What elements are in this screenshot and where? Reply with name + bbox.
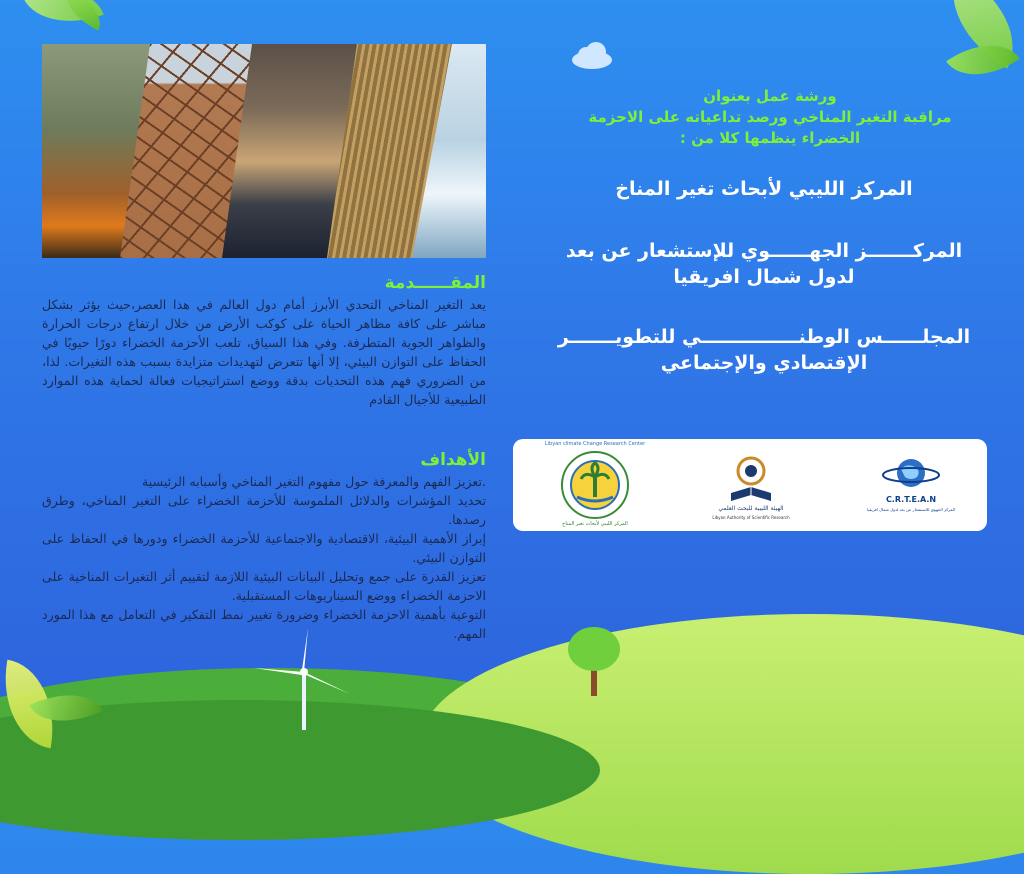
intro-title: المقــــــدمة [384,273,486,293]
climate-photo-collage [42,44,486,258]
tree-canopy-icon [568,627,620,671]
logo3-name: C.R.T.E.A.N [885,495,937,504]
goals-title: الأهداف [420,450,486,470]
intro-text: يعد التغير المناخي التحدي الأبرز أمام دول العالم في هذا العصر،حيث يؤثر بشكل مباشر على كافة مظاهر الحياة على كوكب الأرض من خلال ارتفاع درجات الحرارة والظواهر الجوية المتطرفة. وفي هذا السياق، تلعب الأحزمة الخضراء دورًا حيويًا في الحفاظ على التوازن البيئي، إلا أنها تتعرض لتهديدات متزايدة بسبب هذه التغيرات. لذا، من الضروري فهم هذه التحديات بدقة ووضع استراتيجيات فعالة لحماية هذه الموارد الطبيعية للأجيال القادم [42,297,486,407]
goal-item-4: تعزيز القدرة على جمع وتحليل البيانات البيئية اللازمة لتقييم أثر التغيرات المناخية على الاحزمة الخضراء ووضع السيناريوهات المستقبلية. [42,569,486,603]
libyan-climate-center-logo [559,449,631,521]
org-national-development-council: المجلــــــس الوطنـــــــــــــــي للتطويـــــــر الإقتصادي والإجتماعي [557,326,971,374]
logo2-caption-ar: الهيئة الليبية للبحث العلمي [718,505,784,512]
partner-logos-panel [513,439,987,531]
crtean-logo [881,453,941,493]
logo1-ring-text-ar: المركز الليبي لأبحاث تغير المناخ [562,521,628,527]
workshop-title: مراقبة التغير المناخي ورصد تداعياته على الاحزمة الخضراء ينظمها كلا من : [588,108,952,147]
workshop-label: ورشة عمل بعنوان [703,87,837,105]
goals-list [42,472,486,643]
crtean-globe-icon [881,453,941,493]
libyan-authority-scientific-research-logo [723,453,779,507]
climate-center-emblem-icon [559,449,631,521]
goal-item-5: التوعية بأهمية الاحزمة الخضراء وضرورة تغيير نمط التفكير في التعامل مع هذا المورد المهم. [42,607,486,641]
goal-item-3: إبراز الأهمية البيئية، الاقتصادية والاجتماعية للأحزمة الخضراء ودورها في الحفاظ على التوازن البيئي. [42,531,486,565]
org-regional-remote-sensing-center: المركـــــــز الجهــــــوي للإستشعار عن بعد لدول شمال افريقيا [565,240,963,288]
logo3-caption: المركز الجهوي للاستشعار عن بعد لدول شمال افريقيا [867,507,955,512]
logo1-ring-text-en: Libyan climate Change Research Center [544,441,646,447]
goal-item-2: تحديد المؤشرات والدلائل الملموسة للأحزمة الخضراء على التغير المناخي، وطرق رصدها. [42,493,486,527]
cloud-icon [570,40,614,70]
logo2-caption-en: Libyan Authority of Scientific Research [712,515,790,520]
research-authority-emblem-icon [723,453,779,507]
org-libyan-climate-center: المركز الليبي لأبحاث تغير المناخ [615,178,913,200]
goal-item-1: .تعزيز الفهم والمعرفة حول مفهوم التغير المناخي وأسبابه الرئيسية [142,474,486,489]
wind-turbine-icon [250,622,360,730]
